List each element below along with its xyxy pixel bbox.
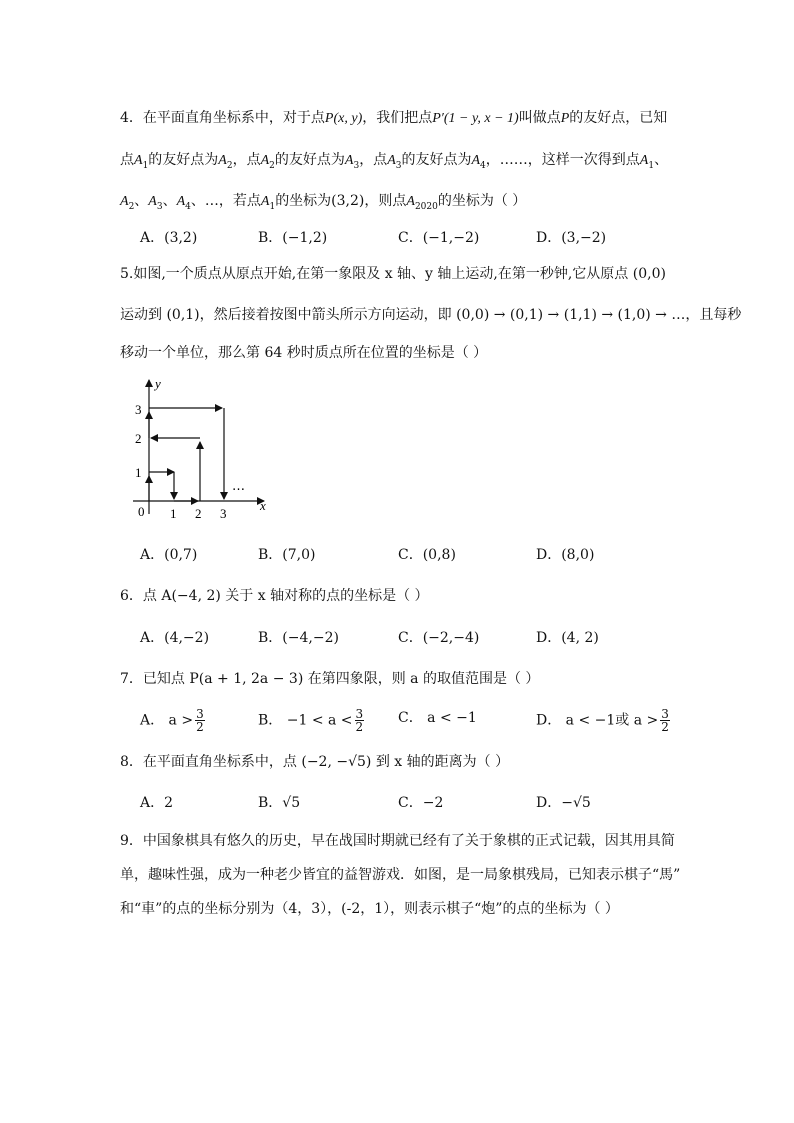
q4-text: 、 xyxy=(134,193,149,209)
option-text: A． a > xyxy=(140,712,194,729)
q5-option-a[interactable]: A．(0,7) xyxy=(140,547,198,563)
option-text: B． −1 < a < xyxy=(258,712,353,729)
denominator: 2 xyxy=(196,720,204,734)
q4-line-2 xyxy=(120,150,668,176)
subscript: 4 xyxy=(480,160,486,171)
y-tick-label: 2 xyxy=(135,431,142,446)
subscript: 4 xyxy=(185,201,191,212)
subscript: 1 xyxy=(142,160,149,171)
q6-option-c[interactable]: C．(−2,−4) xyxy=(398,630,480,646)
q6-option-b[interactable]: B．(−4,−2) xyxy=(258,630,339,646)
subscript: 3 xyxy=(156,201,163,212)
q5-line-3: 移动一个单位，那么第 64 秒时质点所在位置的坐标是（ ） xyxy=(120,345,488,361)
option-text: D． a < −1或 a > xyxy=(536,712,659,729)
subscript: 2 xyxy=(269,160,275,171)
q4-text: 4．在平面直角坐标系中，对于点 xyxy=(120,110,325,126)
q8-line-1: 8．在平面直角坐标系中，点 (−2, −√5) 到 x 轴的距离为（ ） xyxy=(120,754,510,770)
y-tick-label: 3 xyxy=(135,402,142,417)
point-a1: A xyxy=(134,153,143,168)
q4-text: 的友好点，已知 xyxy=(569,110,668,126)
q4-text: ，我们把点 xyxy=(362,110,433,126)
q5-line-2: 运动到 (0,1)，然后接着按图中箭头所示方向运动，即 (0,0) → (0,1) → (1,1) → (1,0) → …，且每秒 xyxy=(120,307,742,323)
point-a3: A xyxy=(387,153,396,168)
x-tick-label: 1 xyxy=(170,506,177,521)
point-a2020: A xyxy=(406,194,415,209)
q4-text: 、 xyxy=(654,152,669,168)
point-a2: A xyxy=(260,153,270,168)
q9-line-2: 单，趣味性强，成为一种老少皆宜的益智游戏．如图，是一局象棋残局，已知表示棋子“馬” xyxy=(120,867,681,883)
q4-text: ，……，这样一次得到点 xyxy=(485,152,640,168)
origin-label: 0 xyxy=(138,504,145,519)
point-a2: A xyxy=(120,194,129,209)
q8-option-a[interactable]: A．2 xyxy=(140,795,174,811)
q4-point-p: P xyxy=(560,111,570,126)
fraction xyxy=(355,708,365,733)
y-axis-label: y xyxy=(155,376,161,391)
denominator: 2 xyxy=(355,720,364,734)
q4-point-p: P(x, y) xyxy=(324,111,363,126)
q7-option-c[interactable]: C． a < −1 xyxy=(398,710,477,726)
q7-option-d[interactable] xyxy=(536,708,672,733)
subscript: 2 xyxy=(226,160,233,171)
q6-line-1: 6．点 A(−4, 2) 关于 x 轴对称的点的坐标是（ ） xyxy=(120,588,429,604)
q8-option-d[interactable]: D．−√5 xyxy=(536,795,591,811)
q4-text: 、 xyxy=(162,193,177,209)
q5-option-d[interactable]: D．(8,0) xyxy=(536,547,595,563)
subscript: 3 xyxy=(395,160,402,171)
point-a4: A xyxy=(176,194,186,209)
q4-line-1 xyxy=(120,108,667,129)
q8-option-c[interactable]: C．−2 xyxy=(398,795,444,811)
x-tick-label: 3 xyxy=(220,506,227,521)
q4-text: 点 xyxy=(120,152,134,168)
subscript: 2 xyxy=(128,201,135,212)
subscript: 2020 xyxy=(414,201,438,212)
numerator: 3 xyxy=(661,707,669,721)
q4-text: 、…，若点 xyxy=(190,193,261,209)
q4-text: 的友好点为 xyxy=(274,152,345,168)
x-axis-label: x xyxy=(260,498,266,513)
q4-option-c[interactable]: C．(−1,−2) xyxy=(398,230,480,246)
y-tick-label: 1 xyxy=(135,465,142,480)
x-tick-label: 2 xyxy=(195,506,202,521)
q4-text: 的友好点为 xyxy=(148,152,219,168)
q4-text: 的坐标为（ ） xyxy=(437,193,527,209)
q7-option-a[interactable] xyxy=(140,708,207,733)
subscript: 3 xyxy=(353,160,360,171)
point-a1: A xyxy=(639,153,649,168)
q5-path-figure xyxy=(128,374,278,524)
q7-option-b[interactable] xyxy=(258,708,366,733)
q4-point-p-prime: P′(1 − y, x − 1) xyxy=(432,111,519,126)
q9-line-1: 9．中国象棋具有悠久的历史，早在战国时期就已经有了关于象棋的正式记载，因其用具简 xyxy=(120,833,675,849)
denominator: 2 xyxy=(661,720,669,734)
numerator: 3 xyxy=(196,707,204,721)
fraction xyxy=(195,708,205,733)
q6-option-a[interactable]: A．(4,−2) xyxy=(140,630,210,646)
q7-line-1: 7．已知点 P(a + 1, 2a − 3) 在第四象限，则 a 的取值范围是（ ） xyxy=(120,671,540,687)
subscript: 1 xyxy=(269,201,276,212)
point-a1: A xyxy=(260,194,270,209)
fraction xyxy=(660,708,670,733)
q9-line-3: 和“車”的点的坐标分别为（4，3），(-2，1），则表示棋子“炮”的点的坐标为（ ） xyxy=(120,901,619,917)
q4-option-d[interactable]: D．(3,−2) xyxy=(536,230,607,246)
point-a4: A xyxy=(471,153,481,168)
numerator: 3 xyxy=(355,707,364,721)
subscript: 1 xyxy=(648,160,655,171)
q4-line-3 xyxy=(120,191,526,217)
q6-option-d[interactable]: D．(4, 2) xyxy=(536,630,599,646)
q4-option-b[interactable]: B．(−1,2) xyxy=(258,230,328,246)
q5-option-c[interactable]: C．(0,8) xyxy=(398,547,456,563)
q5-option-b[interactable]: B．(7,0) xyxy=(258,547,316,563)
continuation-ellipsis: … xyxy=(232,479,245,494)
point-a3: A xyxy=(148,194,157,209)
q4-option-a[interactable]: A．(3,2) xyxy=(140,230,198,246)
q4-text: 的友好点为 xyxy=(401,152,472,168)
q5-line-1: 5.如图,一个质点从原点开始,在第一象限及 x 轴、y 轴上运动,在第一秒钟,它从原点 (0,0) xyxy=(120,266,666,282)
point-a2: A xyxy=(218,153,227,168)
q8-option-b[interactable]: B．√5 xyxy=(258,795,301,811)
q4-text: 的坐标为(3,2)，则点 xyxy=(275,193,407,209)
q4-text: ，点 xyxy=(359,152,388,168)
q4-text: ，点 xyxy=(232,152,261,168)
q4-text: 叫做点 xyxy=(518,110,561,126)
point-a3: A xyxy=(344,153,354,168)
